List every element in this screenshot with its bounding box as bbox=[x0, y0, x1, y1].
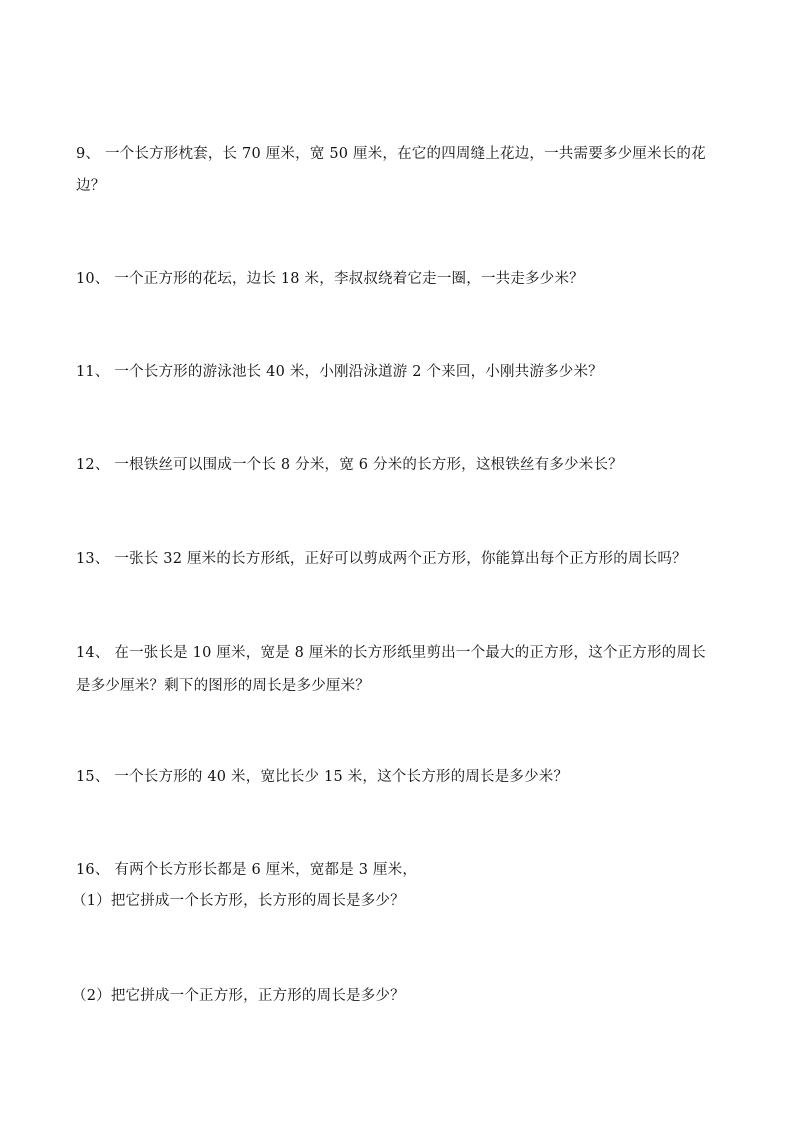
problem-10 bbox=[76, 265, 584, 293]
problem-text: 在一张长是 10 厘米，宽是 8 厘米的长方形纸里剪出一个最大的正方形，这个正方形的周长 bbox=[114, 645, 706, 661]
problem-12 bbox=[76, 451, 623, 479]
problem-number: 9、 bbox=[76, 146, 101, 162]
problem-14-line-2 bbox=[76, 672, 370, 700]
problem-number: 14、 bbox=[76, 645, 110, 661]
problem-text: 一个长方形的 40 米，宽比长少 15 米，这个长方形的周长是多少米？ bbox=[114, 769, 569, 785]
problem-number: 15、 bbox=[76, 769, 110, 785]
problem-text: 一张长 32 厘米的长方形纸，正好可以剪成两个正方形，你能算出每个正方形的周长吗？ bbox=[114, 551, 687, 567]
problem-text: 一个正方形的花坛，边长 18 米，李叔叔绕着它走一圈，一共走多少米？ bbox=[114, 271, 584, 287]
problem-13 bbox=[76, 545, 687, 573]
problem-16 bbox=[76, 856, 417, 884]
problem-number: 12、 bbox=[76, 457, 110, 473]
problem-11 bbox=[76, 358, 603, 386]
problem-9-line-1 bbox=[76, 140, 706, 168]
subpart-text: （2）把它拼成一个正方形，正方形的周长是多少？ bbox=[72, 988, 405, 1004]
problem-text: 一根铁丝可以围成一个长 8 分米，宽 6 分米的长方形，这根铁丝有多少米长？ bbox=[114, 457, 623, 473]
problem-9-line-2 bbox=[76, 172, 105, 200]
problem-text: 有两个长方形长都是 6 厘米，宽都是 3 厘米， bbox=[114, 862, 418, 878]
problem-number: 11、 bbox=[76, 364, 110, 380]
subpart-text: （1）把它拼成一个长方形，长方形的周长是多少？ bbox=[72, 893, 405, 909]
problem-16-subpart-2 bbox=[72, 982, 405, 1010]
problem-number: 10、 bbox=[76, 271, 110, 287]
problem-number: 16、 bbox=[76, 862, 110, 878]
problem-16-subpart-1 bbox=[72, 887, 405, 915]
problem-text: 一个长方形的游泳池长 40 米，小刚沿泳道游 2 个来回，小刚共游多少米？ bbox=[114, 364, 603, 380]
problem-number: 13、 bbox=[76, 551, 110, 567]
problem-text: 是多少厘米？剩下的图形的周长是多少厘米？ bbox=[76, 678, 370, 694]
problem-14-line-1 bbox=[76, 639, 706, 667]
problem-text: 一个长方形枕套，长 70 厘米，宽 50 厘米，在它的四周缝上花边，一共需要多少厘米长的花 bbox=[104, 146, 706, 162]
problem-15 bbox=[76, 763, 568, 791]
problem-text: 边？ bbox=[76, 178, 106, 194]
